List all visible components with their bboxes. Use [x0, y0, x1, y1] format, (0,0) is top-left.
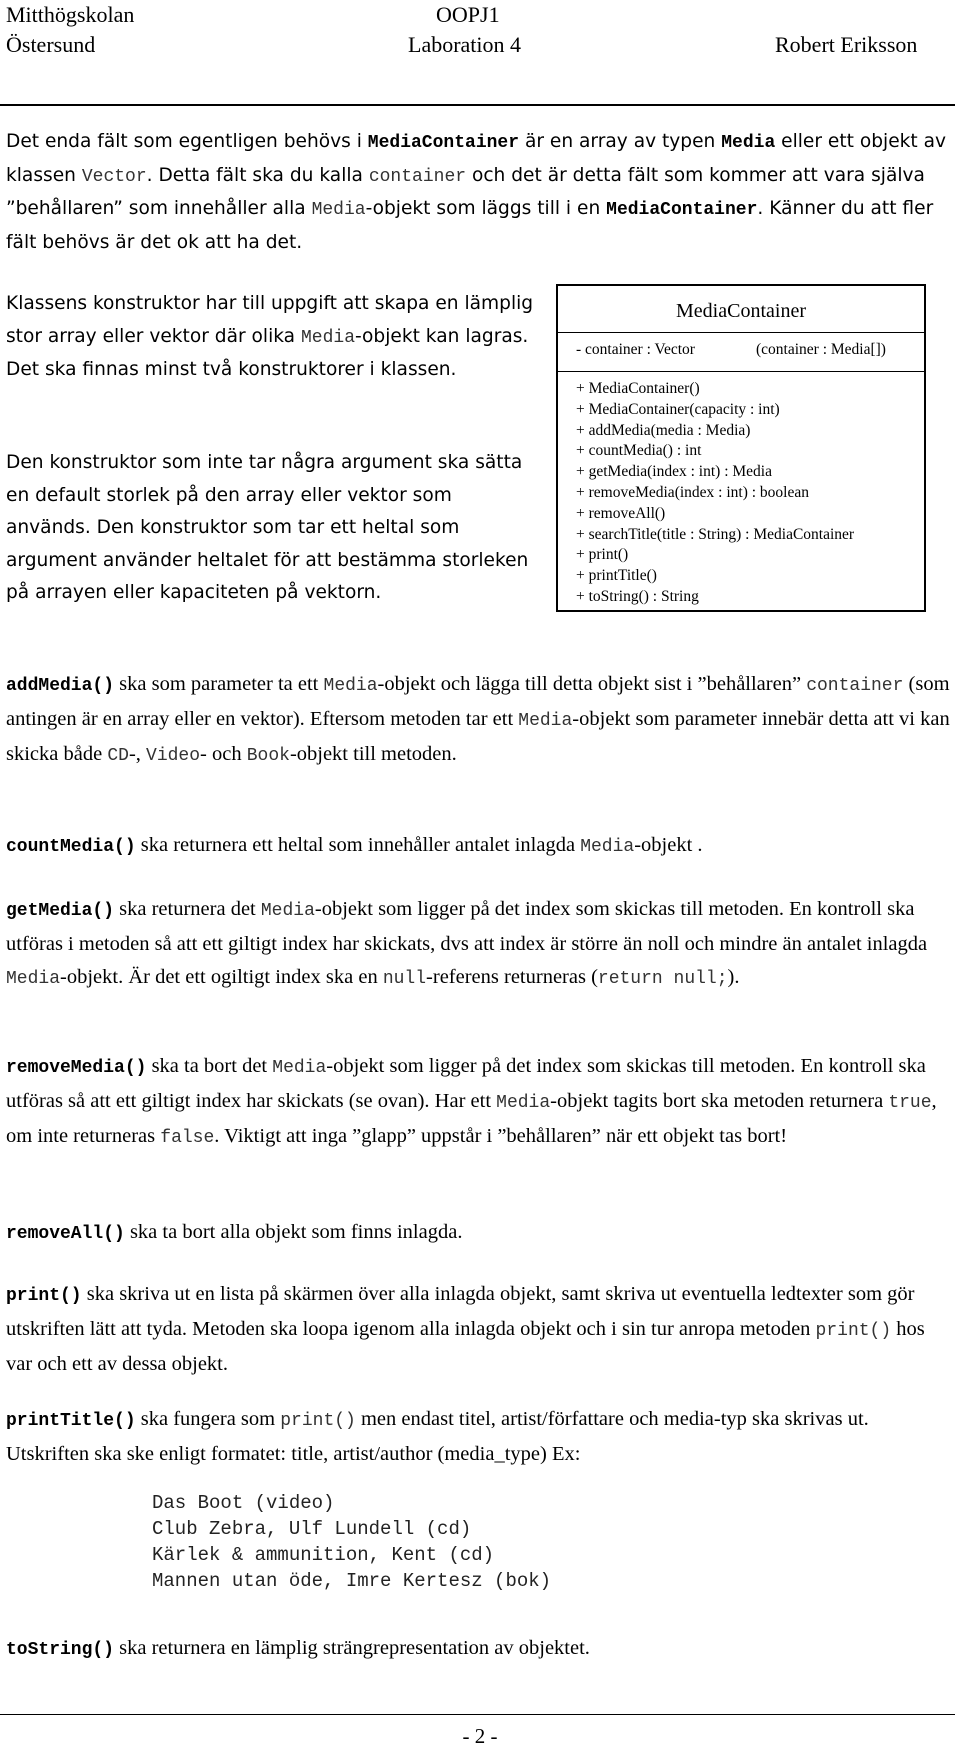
code-inline: Media	[6, 969, 61, 989]
code-inline: Media	[721, 133, 776, 153]
header-course: OOPJ1	[436, 2, 500, 27]
text: -objekt till metoden.	[289, 743, 457, 765]
text: eller ett objekt av klassen	[6, 131, 947, 186]
text: -referens returneras (	[426, 966, 598, 988]
text: . Detta fält ska du kalla	[146, 164, 369, 186]
code-inline: container	[368, 166, 467, 187]
text: Klassens konstruktor har till uppgift att skapa en lämplig stor array eller vektor där olika	[6, 293, 534, 347]
header-author: Robert Eriksson	[775, 32, 918, 57]
code-inline: Media	[496, 1093, 551, 1113]
text: (som antingen är en array eller en vektor). Eftersom metoden tar ett	[6, 673, 950, 730]
text: -objekt som parameter innebär detta att vi kan skicka både	[6, 708, 950, 765]
text: ska ta bort alla objekt som finns inlagda.	[124, 1221, 463, 1243]
code-inline: Media	[300, 327, 355, 348]
uml-method: + countMedia() : int	[576, 442, 702, 460]
example-line: Das Boot (video)	[152, 1492, 335, 1514]
method-name: countMedia()	[6, 837, 136, 857]
header-city: Östersund	[6, 32, 96, 57]
code-inline: Media	[272, 1058, 327, 1078]
uml-method: + print()	[576, 546, 629, 564]
uml-method: + MediaContainer(capacity : int)	[576, 400, 780, 418]
example-line: Club Zebra, Ulf Lundell (cd)	[152, 1518, 472, 1540]
paragraph-removemedia	[6, 1050, 954, 1155]
uml-field-text: - container : Vector	[576, 341, 695, 358]
uml-method: + removeMedia(index : int) : boolean	[576, 483, 809, 501]
code-inline: return null;	[597, 969, 728, 989]
code-inline: Media	[580, 837, 635, 857]
code-inline: Video	[146, 746, 201, 766]
text: -objekt som läggs till i en	[365, 198, 607, 220]
text: -objekt tagits bort ska metoden returnera	[550, 1090, 889, 1112]
paragraph-default-constructor	[6, 447, 536, 610]
text: ska returnera det	[114, 898, 261, 920]
paragraph-print	[6, 1278, 954, 1381]
text: ska returnera ett heltal som innehåller antalet inlagda	[135, 834, 581, 856]
uml-field-alt: (container : Media[])	[756, 341, 886, 358]
uml-method: + addMedia(media : Media)	[576, 421, 751, 439]
text: men endast titel, artist/författare och media-typ ska skrivas ut. Utskriften ska ske enligt formatet: title, artist/author (media_type) Ex:	[6, 1408, 869, 1465]
text: ska ta bort det	[146, 1055, 273, 1077]
paragraph-constructor	[6, 288, 536, 387]
text: Den konstruktor som inte tar några argument ska sätta en default storlek på den array eller vektor som används. Den konstruktor som tar ett heltal som argument använder heltalet för att bestämma storleken på arrayen eller kapaciteten på vektorn.	[6, 452, 529, 604]
method-name: getMedia()	[6, 901, 115, 921]
paragraph-addmedia	[6, 668, 954, 773]
header-lab: Laboration 4	[408, 32, 522, 57]
text: -objekt som ligger på det index som skickas till metoden. En kontroll ska utföras i metoden så att ett giltigt index har skickats, dvs att index är större än noll och mindre än antalet inlagda	[6, 898, 928, 955]
example-line: Mannen utan öde, Imre Kertesz (bok)	[152, 1570, 552, 1592]
method-name: removeMedia()	[6, 1058, 147, 1078]
code-inline: Media	[260, 901, 315, 921]
text: -objekt som ligger på det index som skickas till metoden. En kontroll ska utföras så att ett giltigt index har skickats (se ovan). Har ett	[6, 1055, 926, 1112]
text: ska som parameter ta ett	[114, 673, 324, 695]
paragraph-removeall	[6, 1216, 954, 1251]
code-inline: true	[888, 1093, 932, 1113]
uml-divider	[558, 332, 924, 333]
page-number: - 2 -	[462, 1724, 498, 1748]
code-inline: Media	[311, 200, 366, 221]
text: , om inte returneras	[6, 1090, 937, 1147]
uml-methods	[576, 379, 926, 609]
method-name: removeAll()	[6, 1224, 125, 1244]
paragraph-countmedia	[6, 829, 954, 864]
text: -objekt kan lagras. Det ska finnas minst två konstruktorer i klassen.	[6, 325, 529, 381]
paragraph-printtitle	[6, 1403, 954, 1471]
uml-method: + printTitle()	[576, 567, 657, 585]
uml-method: + searchTitle(title : String) : MediaContainer	[576, 525, 855, 543]
code-inline: Book	[246, 746, 290, 766]
code-inline: Media	[518, 711, 573, 731]
text: - och	[200, 743, 247, 765]
example-output	[152, 1490, 551, 1594]
text: ska fungera som	[135, 1408, 281, 1430]
example-line: Kärlek & ammunition, Kent (cd)	[152, 1544, 495, 1566]
footer-rule	[0, 1714, 955, 1715]
uml-field	[576, 341, 916, 359]
text: . Viktigt att inga ”glapp” uppstår i ”behållaren” när ett objekt tas bort!	[214, 1125, 788, 1147]
uml-method: + getMedia(index : int) : Media	[576, 463, 772, 481]
code-inline: print()	[280, 1411, 356, 1431]
header-rule	[0, 104, 955, 106]
paragraph-fields	[6, 126, 954, 259]
uml-class-diagram	[556, 284, 926, 612]
code-inline: null	[382, 969, 427, 989]
code-inline: MediaContainer	[606, 200, 758, 221]
text: ska returnera en lämplig strängrepresentation av objektet.	[114, 1637, 590, 1659]
code-inline: container	[806, 676, 904, 696]
text: -objekt .	[634, 834, 703, 856]
method-name: print()	[6, 1286, 82, 1306]
method-name: toString()	[6, 1640, 115, 1660]
text: Det enda fält som egentligen behövs i	[6, 131, 368, 152]
code-inline: Vector	[81, 166, 147, 187]
uml-method: + removeAll()	[576, 504, 666, 522]
text: ska skriva ut en lista på skärmen över alla inlagda objekt, samt skriva ut eventuella ledtexter som gör utskriften lätt att tyda. Metoden ska loopa igenom alla inlagda objekt och i sin tur anropa metoden	[6, 1283, 915, 1340]
uml-method: + MediaContainer()	[576, 380, 700, 397]
header-school: Mitthögskolan	[6, 2, 135, 27]
code-inline: Media	[323, 676, 378, 696]
text: och det är detta fält som kommer att vara själva ”behållaren” som innehåller alla	[6, 164, 925, 220]
paragraph-tostring	[6, 1632, 954, 1667]
code-inline: MediaContainer	[367, 133, 520, 153]
uml-class-name: MediaContainer	[676, 300, 806, 322]
text: ).	[727, 966, 740, 988]
code-inline: CD	[107, 746, 129, 766]
uml-method: + toString() : String	[576, 587, 699, 605]
method-name: printTitle()	[6, 1411, 136, 1431]
text: hos var och ett av dessa objekt.	[6, 1318, 925, 1375]
paragraph-getmedia	[6, 893, 954, 996]
uml-divider	[558, 371, 924, 372]
text: -objekt och lägga till detta objekt sist i ”behållaren”	[377, 673, 807, 695]
method-name: addMedia()	[6, 676, 115, 696]
text: är en array av typen	[519, 131, 722, 152]
text: -,	[128, 743, 147, 765]
code-inline: print()	[815, 1321, 892, 1341]
code-inline: false	[160, 1128, 215, 1148]
text: -objekt. Är det ett ogiltigt index ska en	[60, 966, 383, 988]
page-header	[0, 0, 960, 110]
text: . Känner du att fler fält behövs är det ok att ha det.	[6, 198, 934, 253]
